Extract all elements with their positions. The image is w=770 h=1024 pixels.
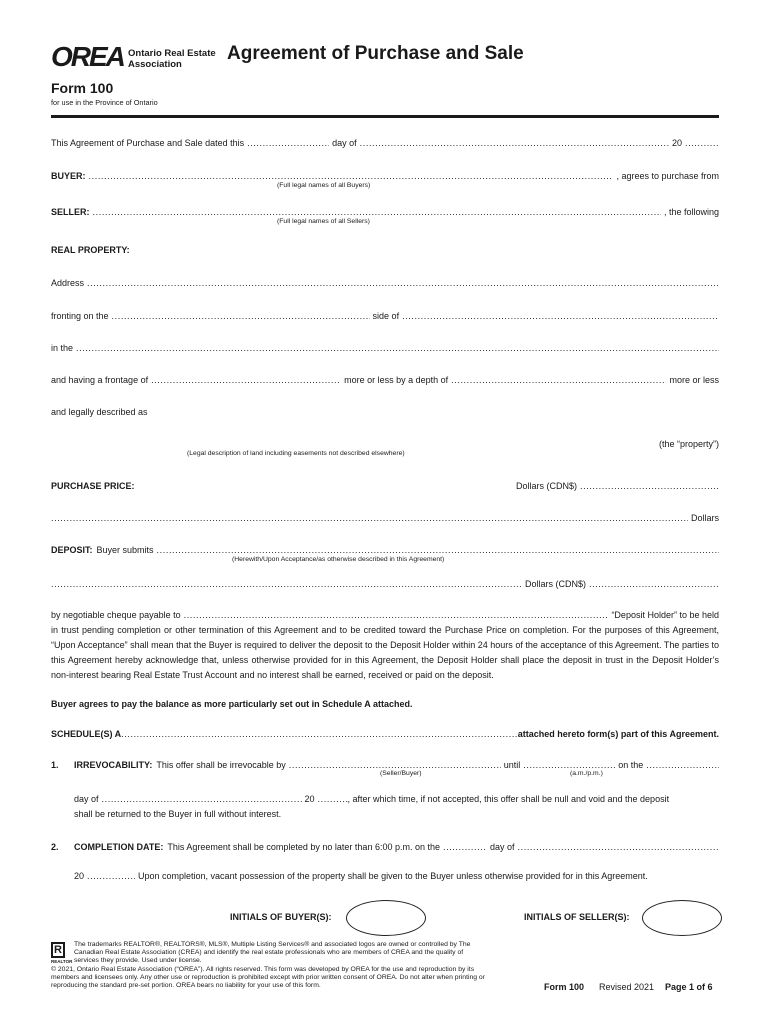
real-property-heading: REAL PROPERTY:	[51, 245, 130, 255]
fronting-street-field[interactable]	[112, 311, 370, 321]
org-name-line1: Ontario Real Estate	[128, 48, 216, 59]
form-number: Form 100	[51, 80, 114, 96]
frontage-line	[51, 375, 719, 385]
irrevocability-month-field[interactable]	[102, 794, 302, 804]
frontage-field[interactable]	[151, 375, 341, 385]
irrevocability-party-caption: (Seller/Buyer)	[380, 770, 422, 777]
irrevocability-until: until	[503, 760, 521, 770]
schedules-line	[51, 729, 719, 739]
legal-description-label: and legally described as	[51, 407, 148, 417]
deposit-caption: (Herewith/Upon Acceptance/as otherwise described in this Agreement)	[232, 556, 445, 563]
seller-caption: (Full legal names of all Sellers)	[277, 218, 370, 225]
deposit-timing-field[interactable]	[157, 545, 719, 555]
completion-label: COMPLETION DATE:	[74, 842, 164, 852]
seller-label: SELLER:	[51, 207, 90, 217]
in-the-line	[51, 343, 719, 353]
side-of-label: side of	[372, 311, 400, 321]
realtor-word: REALTOR	[51, 959, 73, 964]
deposit-amount-field[interactable]	[589, 579, 719, 589]
footer-page-number: Page 1 of 6	[665, 982, 713, 992]
purchase-price-dollars: Dollars	[690, 513, 719, 523]
footer-form-number: Form 100	[544, 982, 585, 992]
irrevocability-year-field[interactable]	[318, 794, 348, 804]
completion-year-prefix: 20	[74, 871, 85, 881]
irrevocability-line	[74, 760, 719, 770]
irrevocability-time-caption: (a.m./p.m.)	[570, 770, 603, 777]
buyer-initials-label: INITIALS OF BUYER(S):	[230, 912, 332, 922]
address-line	[51, 278, 719, 288]
frontage-label: and having a frontage of	[51, 375, 149, 385]
completion-year-field[interactable]	[87, 871, 135, 881]
seller-initials-label: INITIALS OF SELLER(S):	[524, 912, 630, 922]
header-rule	[51, 115, 719, 118]
fronting-line	[51, 311, 719, 321]
purchase-price-amount-field[interactable]	[580, 481, 719, 491]
irrevocability-text: This offer shall be irrevocable by	[156, 760, 286, 770]
footer-revised: Revised 2021	[599, 982, 655, 992]
deposit-holder-field[interactable]	[184, 610, 609, 620]
schedules-suffix: attached hereto form(s) part of this Agreement.	[517, 729, 719, 739]
fronting-label: fronting on the	[51, 311, 109, 321]
realtor-logo	[51, 942, 73, 968]
depth-label: more or less by a depth of	[344, 375, 449, 385]
intro-year-prefix: 20	[671, 138, 682, 148]
address-field[interactable]	[87, 278, 719, 288]
municipality-field[interactable]	[76, 343, 719, 353]
purchase-price-dollars-cdn: Dollars (CDN$)	[516, 481, 578, 491]
deposit-amount-line	[51, 579, 719, 589]
date-day-field[interactable]	[247, 138, 329, 148]
address-label: Address	[51, 278, 85, 288]
purchase-price-words-field[interactable]	[51, 513, 688, 523]
deposit-words-field[interactable]	[51, 579, 522, 589]
side-of-field[interactable]	[402, 311, 719, 321]
buyer-suffix: , agrees to purchase from	[616, 171, 719, 181]
irrevocability-day-of: day of	[74, 794, 99, 804]
document-title: Agreement of Purchase and Sale	[227, 43, 524, 64]
cheque-suffix: “Deposit Holder” to be held	[611, 610, 719, 620]
more-or-less-label: more or less	[669, 375, 719, 385]
schedules-label: SCHEDULE(S) A	[51, 729, 122, 739]
agreement-date-line	[51, 138, 719, 148]
completion-line2	[74, 871, 719, 881]
irrevocability-line2	[74, 794, 719, 804]
intro-text: This Agreement of Purchase and Sale dated this	[51, 138, 245, 148]
deposit-buyer-submits: Buyer submits	[96, 545, 154, 555]
schedules-field[interactable]	[121, 729, 518, 739]
orea-logo: OREA	[51, 41, 124, 72]
completion-day-of: day of	[490, 842, 515, 852]
trademark-notice: The trademarks REALTOR®, REALTORS®, MLS®, Multiple Listing Services® and associated logos are owned or controlled by The Canadian Real Estate Association (CREA) and identify the real estate professionals who are members of CREA and the quality of services they provide. Used under license.	[74, 941, 471, 964]
buyer-label: BUYER:	[51, 171, 86, 181]
irrevocability-line3: shall be returned to the Buyer in full without interest.	[74, 809, 282, 819]
property-tag: (the “property”)	[658, 439, 719, 449]
deposit-dollars-cdn: Dollars (CDN$)	[524, 579, 586, 589]
completion-month-field[interactable]	[518, 842, 719, 852]
realtor-r-box: R	[51, 942, 65, 958]
completion-line	[74, 842, 719, 852]
irrevocability-party-field[interactable]	[289, 760, 501, 770]
irrevocability-year-prefix: 20	[304, 794, 315, 804]
org-name-line2: Association	[128, 59, 182, 70]
buyer-initials-oval[interactable]	[346, 900, 426, 936]
cheque-prefix: by negotiable cheque payable to	[51, 610, 181, 620]
legal-description-caption: (Legal description of land including easements not described elsewhere)	[187, 450, 405, 457]
seller-line	[51, 207, 719, 217]
completion-text: This Agreement shall be completed by no later than 6:00 p.m. on the	[167, 842, 440, 852]
irrevocability-on-the: on the	[618, 760, 644, 770]
copyright-notice: © 2021, Ontario Real Estate Association (“OREA”). All rights reserved. This form was developed by OREA for the use and reproduction by its members and licensees only. Any other use or reproduction is prohibited except with prior written consent of OREA. Do not alter when printing or reproducing the standard pre-set portion. OREA bears no liability for your use of this form.	[51, 966, 485, 989]
form-subtitle: for use in the Province of Ontario	[51, 98, 158, 107]
purchase-price-label: PURCHASE PRICE:	[51, 481, 135, 491]
depth-field[interactable]	[451, 375, 666, 385]
buyer-name-field[interactable]	[89, 171, 614, 181]
buyer-caption: (Full legal names of all Buyers)	[277, 182, 371, 189]
deposit-line	[51, 545, 719, 555]
deposit-paragraph: in trust pending completion or other termination of this Agreement and to be credited toward the Purchase Price on completion. For the purposes of this Agreement, “Upon Acceptance” shall mean that the Buyer is required to deliver the deposit to the Deposit Holder within 24 hours of the acceptance of this Agreement. The parties to this Agreement hereby acknowledge that, unless otherwise provided for in this Agreement, the Deposit Holder shall place the deposit in trust in the Deposit Holder’s non-interest bearing Real Estate Trust Account and no interest shall be earned, received or paid on the deposit.	[51, 625, 719, 680]
seller-suffix: , the following	[663, 207, 719, 217]
buyer-line	[51, 171, 719, 181]
completion-number: 2.	[51, 842, 59, 852]
irrevocability-label: IRREVOCABILITY:	[74, 760, 153, 770]
date-month-field[interactable]	[360, 138, 669, 148]
irrevocability-day-field[interactable]	[646, 760, 719, 770]
completion-day-field[interactable]	[443, 842, 487, 852]
purchase-price-words-line	[51, 513, 719, 523]
deposit-holder-line	[51, 610, 719, 620]
irrevocability-number: 1.	[51, 760, 59, 770]
completion-line2-text: Upon completion, vacant possession of the property shall be given to the Buyer unless otherwise provided for in this Agreement.	[138, 871, 648, 881]
in-the-label: in the	[51, 343, 74, 353]
date-year-field[interactable]	[685, 138, 719, 148]
seller-initials-oval[interactable]	[642, 900, 722, 936]
irrevocability-line2-suffix: , after which time, if not accepted, this offer shall be null and void and the deposit	[347, 794, 670, 804]
seller-name-field[interactable]	[93, 207, 661, 217]
deposit-label: DEPOSIT:	[51, 545, 93, 555]
intro-day-of: day of	[332, 138, 357, 148]
balance-note: Buyer agrees to pay the balance as more particularly set out in Schedule A attached.	[51, 699, 413, 709]
irrevocability-time-field[interactable]	[523, 760, 615, 770]
purchase-price-amount-line	[516, 481, 719, 491]
